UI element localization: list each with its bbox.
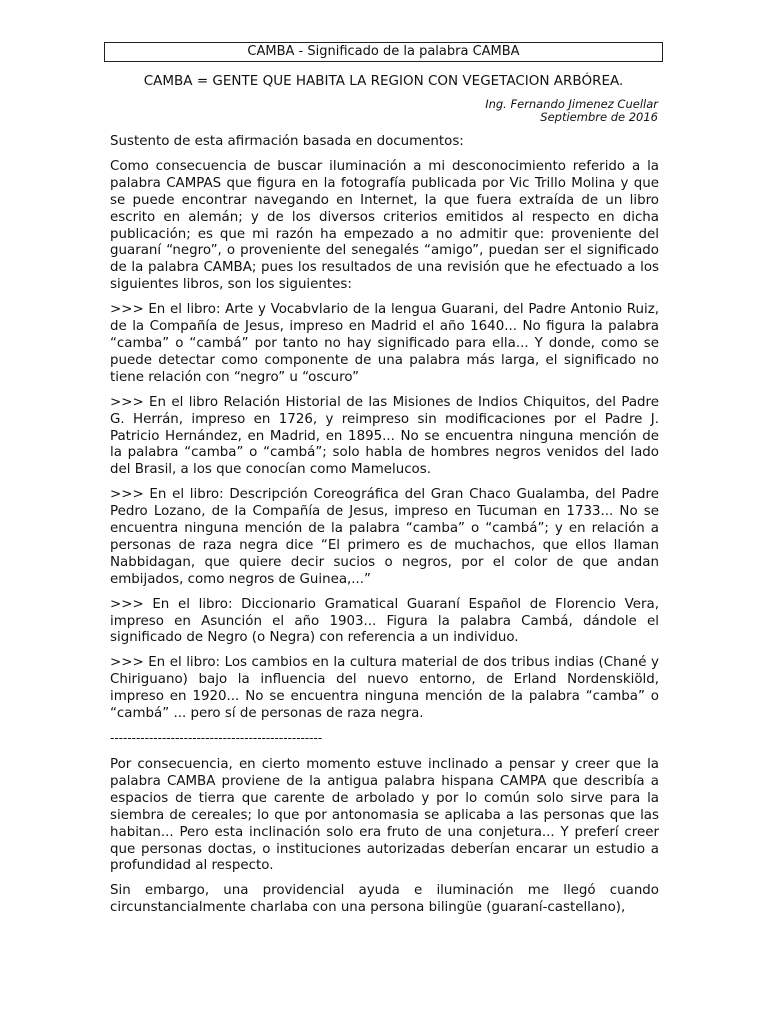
paragraph-conclusion: Por consecuencia, en cierto momento estuve inclinado a pensar y creer que la palabra CAMBA proviene de la antigua palabra hispana CAMPA que describía a espacios de tierra que carente de arbolado y por lo común solo sirve para la siembra de cereales; lo que por antonomasia se aplicaba a las personas que las habitan... Pero esta inclinación solo era fruto de una conjetura... Y preferí creer que personas doctas, o instituciones autorizadas deberían encarar un estudio a profundidad al respecto. [110,757,659,874]
document-body [110,134,659,925]
paragraph-book-vera: >>> En el libro: Diccionario Gramatical Guaraní Español de Florencio Vera, impreso en Asunción el año 1903... Figura la palabra Cambá, dándole el significado de Negro (o Negra) con referencia a un individuo. [110,596,659,646]
section-divider: ------------------------------------------------- [110,731,323,745]
document-subtitle: CAMBA = GENTE QUE HABITA LA REGION CON VEGETACION ARBÓREA. [143,73,624,89]
paragraph-continuation: Sin embargo, una providencial ayuda e iluminación me llegó cuando circunstancialmente charlaba con una persona bilingüe (guaraní-castellano), [110,883,659,916]
paragraph-book-herran: >>> En el libro Relación Historial de las Misiones de Indios Chiquitos, del Padre G. Herrán, impreso en 1726, y reimpreso sin modificaciones por el Padre J. Patricio Hernández, en Madrid, en 1895... No se encuentra ninguna mención de la palabra “camba” o “cambá”; solo habla de hombres negros venidos del lado del Brasil, a los que conocían como Mamelucos. [110,394,659,478]
paragraph-book-lozano: >>> En el libro: Descripción Coreográfica del Gran Chaco Gualamba, del Padre Pedro Lozano, de la Compañía de Jesus, impreso en Tucuman en 1733... No se encuentra ninguna mención de la palabra “camba” o “cambá”; y en relación a personas de raza negra dice “El primero es de muchachos, que ellos llaman Nabbidagan, que quiere decir sucios o negros, por el color de que andan embijados, como negros de Guinea,...” [110,487,659,587]
paragraph-book-nordenskiold: >>> En el libro: Los cambios en la cultura material de dos tribus indias (Chané y Chiriguano) bajo la influencia del nuevo entorno, de Erland Nordenskiöld, impreso en 1920... No se encuentra ninguna mención de la palabra “camba” o “cambá” ... pero sí de personas de raza negra. [110,655,659,722]
author-date: Septiembre de 2016 [540,110,658,124]
paragraph: Como consecuencia de buscar iluminación a mi desconocimiento referido a la palabra CAMPAS que figura en la fotografía publicada por Vic Trillo Molina y que se puede encontrar navegando en Internet, la que fuera extraída de un libro escrito en alemán; y de los diversos criterios emitidos al respecto en dicha publicación; es que mi razón ha empezado a no admitir que: proveniente del guaraní “negro”, o proveniente del senegalés “amigo”, puedan ser el significado de la palabra CAMBA; pues los resultados de una revisión que he efectuado a los siguientes libros, son los siguientes: [110,158,659,293]
paragraph-intro: Sustento de esta afirmación basada en documentos: [110,134,464,149]
author-name: Ing. Fernando Jimenez Cuellar [485,97,658,111]
paragraph-book-ruiz: >>> En el libro: Arte y Vocabvlario de la lengua Guarani, del Padre Antonio Ruiz, de la Compañía de Jesus, impreso en Madrid el año 1640... No figura la palabra “camba” o “cambá” por tanto no hay significado para ella... Y donde, como se puede detectar como componente de una palabra más larga, el significado no tiene relación con “negro” u “oscuro” [110,302,659,385]
document-title: CAMBA - Significado de la palabra CAMBA [104,42,663,62]
author-block [485,98,658,124]
